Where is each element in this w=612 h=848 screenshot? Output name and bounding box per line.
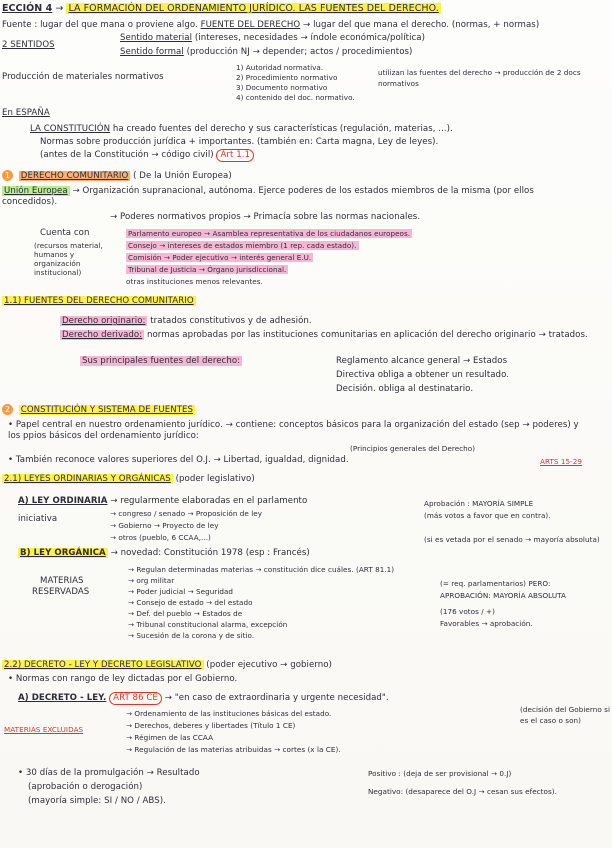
produccion-item-3: 3) Documento normativo <box>236 83 328 92</box>
reglamento: Reglamento alcance general → Estados <box>336 356 508 366</box>
vetada-senado: (si es vetada por el senado → mayoría absoluta) <box>424 535 600 544</box>
cuenta-con: Cuenta con <box>40 228 90 238</box>
institucion-5: otras instituciones menos relevantes. <box>126 277 263 286</box>
iniciativa-2: → Gobierno → Proyecto de ley <box>110 521 219 530</box>
fuente-derecho-definition: → lugar del que mana el derecho. (normas, + normas) <box>303 20 540 30</box>
iniciativa-1: → congreso / senado → Proposición de ley <box>110 509 263 518</box>
section-number: ECCIÓN 4 <box>2 3 53 14</box>
header-arrow: → <box>55 3 64 14</box>
materia-4: → Consejo de estado → del estado <box>128 598 253 607</box>
resultado-negativo: Negativo: (desaparece del O.J → cesan sus efectos). <box>368 787 557 796</box>
aprobacion-simple: Aprobación : MAYORÍA SIMPLE <box>424 499 534 508</box>
produccion-note: utilizan las fuentes del derecho → producción de 2 docs normativos <box>378 68 581 88</box>
codigo-civil-line <box>40 149 254 162</box>
principales-fuentes <box>80 356 242 367</box>
normas-rango-ley: • Normas con rango de ley dictadas por el Gobierno. <box>8 674 238 684</box>
originario-line <box>60 316 312 327</box>
excluida-4: → Regulación de las materias atribuidas → cortes (x la CE). <box>126 745 341 754</box>
materias-excluidas-label: MATERIAS EXCLUIDAS <box>4 725 84 734</box>
derivado-term: Derecho derivado: <box>62 330 143 340</box>
section-header <box>2 3 441 14</box>
art-86-badge: ART 86 CE <box>109 692 162 705</box>
originario-term: Derecho originario: <box>62 316 146 326</box>
constitucion-term: LA CONSTITUCIÓN <box>30 124 111 134</box>
section-2-2-title: 2.2) DECRETO - LEY Y DECRETO LEGISLATIVO <box>4 660 202 670</box>
resultado-positivo: Positivo : (deja de ser provisional → 0.J) <box>368 769 512 778</box>
section-2-number: 2 <box>2 404 13 415</box>
ue-desc: → Organización supranacional, autónoma. Ejerce poderes de los estados miembros de la misma (por ellos concedidos). <box>2 186 534 207</box>
sentido-material-desc: (intereses, necesidades → índole económica/política) <box>194 33 426 43</box>
valores-superiores: • También reconoce valores superiores del O.J. → Libertad, igualdad, dignidad. <box>8 455 349 465</box>
sentido-formal-line <box>120 47 412 58</box>
sentido-formal-desc: (producción NJ → depender; actos / procedimientos) <box>186 47 413 57</box>
ley-organica-line <box>18 548 310 559</box>
poderes-line: → Poderes normativos propios → Primacía sobre las normas nacionales. <box>110 212 421 222</box>
section-2-1-subtitle: (poder legislativo) <box>175 474 255 484</box>
constitucion-desc: ha creado fuentes del derecho y sus características (regulación, materias, ...). <box>112 124 453 134</box>
derivado-line <box>60 330 590 341</box>
principales-fuentes-text: Sus principales fuentes del derecho: <box>82 356 241 366</box>
section-2-1-header <box>2 474 255 485</box>
materias-excluidas <box>4 724 83 735</box>
section-1-1-header <box>2 296 196 307</box>
mayoria-simple: (mayoría simple: SI / NO / ABS). <box>28 796 166 806</box>
materia-1: → Regulan determinadas materias → constitución dice cuáles. (ART 81.1) <box>128 565 395 574</box>
principios-generales: (Principios generales del Derecho) <box>350 444 476 453</box>
aprobacion-derogacion: (aprobación o derogación) <box>28 782 143 792</box>
decreto-ley-line <box>18 692 389 705</box>
institucion-2-text: Consejo → intereses de estados miembro (1 rep. cada estado). <box>128 241 357 250</box>
iniciativa-3: → otros (pueblo, 6 CCAA,...) <box>110 533 211 542</box>
materias-label: MATERIAS <box>40 576 84 586</box>
institucion-2 <box>126 240 359 251</box>
materia-7: → Sucesión de la corona y de sitio. <box>128 631 255 640</box>
ue-line <box>2 186 582 208</box>
reservadas-label: RESERVADAS <box>32 587 90 597</box>
materia-6: → Tribunal constitucional alarma, excepción <box>128 620 288 629</box>
fuente-line <box>2 20 539 31</box>
section-1-header <box>2 170 232 182</box>
produccion-item-1: 1) Autoridad normativa. <box>236 63 324 72</box>
institucion-4-text: Tribunal de Justicia → Órgano jurisdiccional. <box>128 265 287 274</box>
institucion-3 <box>126 252 313 263</box>
section-2-header <box>2 404 195 416</box>
fuente-derecho-term: FUENTE DEL DERECHO <box>200 20 301 30</box>
section-1-title: DERECHO COMUNITARIO <box>20 171 129 181</box>
sentido-formal: Sentido formal <box>120 47 184 57</box>
section-1-1-title: 1.1) FUENTES DEL DERECHO COMUNITARIO <box>4 296 194 306</box>
art-badge: Art 1.1 <box>216 149 254 162</box>
votos-176: (176 votos / +) <box>440 607 495 616</box>
recursos-2: humanos y <box>34 250 75 259</box>
mas-votos: (más votos a favor que en contra). <box>424 511 551 520</box>
institucion-1-text: Parlamento europeo → Asamblea representativa de los ciudadanos europeos. <box>128 229 411 238</box>
originario-desc: tratados constitutivos y de adhesión. <box>150 316 312 326</box>
ley-organica: B) LEY ORGÁNICA <box>20 548 106 558</box>
materia-5: → Def. del pueblo → Estados de <box>128 609 243 618</box>
produccion-label: Producción de materiales normativos <box>2 72 164 82</box>
section-2-1-title: 2.1) LEYES ORDINARIAS Y ORGÁNICAS <box>4 474 171 484</box>
section-2-2-subtitle: (poder ejecutivo → gobierno) <box>206 660 332 670</box>
req-parlamentarios: (= req. parlamentarios) PERO: <box>440 579 551 588</box>
favorables: Favorables → aprobación. <box>440 619 533 628</box>
materia-3: → Poder judicial → Seguridad <box>128 587 234 596</box>
iniciativa: iniciativa <box>18 514 58 524</box>
constitucion-line <box>30 124 453 135</box>
espana-label: En ESPAÑA <box>2 108 50 118</box>
materia-2: → org militar <box>128 576 175 585</box>
excluida-1: → Ordenamiento de las instituciones básicas del estado. <box>126 709 332 718</box>
institucion-3-text: Comisión → Poder ejecutivo → interés general E.U. <box>128 253 312 262</box>
papel-central: • Papel central en nuestro ordenamiento jurídico. → contiene: conceptos básicos para la organización del estado (sep → poderes) y los ppios básicos del ordenamiento jurídico: <box>8 420 579 441</box>
excluida-2: → Derechos, deberes y libertades (Título 1 CE) <box>126 721 296 730</box>
sentidos-line <box>2 40 55 51</box>
directiva: Directiva obliga a obtener un resultado. <box>336 370 510 380</box>
sentido-material: Sentido material <box>120 33 193 43</box>
section-1-subtitle: ( De la Unión Europea) <box>133 171 232 181</box>
ue-term: Unión Europea <box>4 186 68 196</box>
institucion-4 <box>126 264 288 275</box>
arts-ref: ARTS 15-29 <box>540 457 583 466</box>
decision: Decisión. obliga al destinatario. <box>336 384 474 394</box>
section-2-title: CONSTITUCIÓN Y SISTEMA DE FUENTES <box>20 405 194 415</box>
treinta-dias: • 30 días de la promulgación → Resultado <box>18 768 200 778</box>
produccion-item-2: 2) Procedimiento normativo <box>236 73 338 82</box>
ley-ordinaria-desc: → regularmente elaboradas en el parlamento <box>110 496 308 506</box>
section-title: LA FORMACIÓN DEL ORDENAMIENTO JURÍDICO. LAS FUENTES DEL DERECHO. <box>68 3 439 14</box>
espana-line <box>2 108 50 119</box>
ley-ordinaria: A) LEY ORDINARIA <box>18 496 108 506</box>
decreto-ley: A) DECRETO - LEY. <box>18 693 107 703</box>
recursos-1: (recursos material, <box>34 241 103 250</box>
codigo-civil: (antes de la Constitución → código civil) <box>40 150 214 160</box>
ley-organica-desc: → novedad: Constitución 1978 (esp : Francés) <box>110 548 310 558</box>
ley-ordinaria-line <box>18 496 307 507</box>
decision-gobierno: (decisión del Gobierno si es el caso o son) <box>520 705 610 725</box>
aprobacion-absoluta: APROBACIÓN: MAYORÍA ABSOLUTA <box>440 591 567 600</box>
derivado-desc: normas aprobadas por las instituciones comunitarias en aplicación del derecho originario → tratados. <box>146 330 588 340</box>
sentido-material-line <box>120 33 425 44</box>
recursos-3: organización <box>34 259 81 268</box>
sentidos-label: 2 SENTIDOS <box>2 40 55 50</box>
normas-produccion: Normas sobre producción jurídica + importantes. (también en: Carta magna, Ley de leyes). <box>40 137 439 147</box>
section-2-2-header <box>2 660 332 671</box>
decreto-ley-desc: → "en caso de extraordinaria y urgente necesidad". <box>164 693 389 703</box>
fuente-definition: Fuente : lugar del que mana o proviene algo. <box>2 20 198 30</box>
excluida-3: → Régimen de las CCAA <box>126 733 214 742</box>
produccion-item-4: 4) contenido del doc. normativo. <box>236 93 355 102</box>
institucion-1 <box>126 228 412 239</box>
recursos-4: institucional) <box>34 268 82 277</box>
section-1-number: 1 <box>2 170 13 181</box>
